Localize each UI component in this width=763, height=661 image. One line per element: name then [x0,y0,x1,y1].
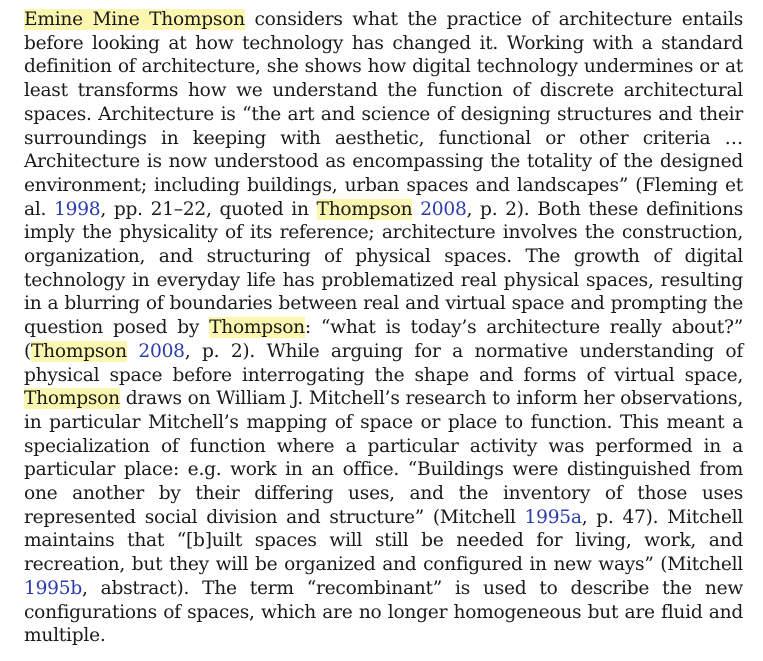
body-paragraph [24,8,743,648]
highlight-author: Thompson [24,388,120,410]
highlight-author: Thompson [209,317,305,339]
text-run [127,341,139,362]
citation-link[interactable]: 1995a [524,506,582,528]
citation-link[interactable]: 2008 [420,198,467,220]
highlight-author: Thompson [316,198,413,220]
text-run: considers what the practice of architecture entails before looking at how technology has changed it. Working with a standard definition of architecture, she shows how digital technology undermines or at least transforms how we understand the function of discrete architectural spaces. Architecture is “the art and science of designing structures and their surroundings in keeping with aesthetic, functional or other criteria … Architecture is now understood as encompassing the totality of the designed environment; including buildings, urban spaces and landscapes” (Fleming et al. [24,9,743,220]
text-run: , p. 2). Both these definitions imply the physicality of its reference; architecture involves the construction, organization, and structuring of physical spaces. The growth of digital technology in everyday life has problematized real physical spaces, resulting in a blurring of boundaries between real and virtual space and prompting the question posed by [24,198,744,339]
text-run: , p. 47). Mitchell maintains that “[b]uilt spaces will still be needed for living, work, and recreation, but they will be organized and configured in new ways” (Mitchell [24,506,744,576]
text-run: , pp. 21–22, quoted in [100,198,317,220]
citation-link[interactable]: 1995b [24,577,82,599]
highlight-author: Emine Mine Thompson [24,9,245,30]
text-run: , abstract). The term “recombinant” is used to describe the new configurations of spaces, which are no longer homogeneous but are fluid and multiple. [24,577,743,647]
citation-link[interactable]: 1998 [54,198,101,220]
text-run: : “what is today’s architecture really about?” ( [24,317,743,362]
highlight-author: Thompson [31,340,127,362]
text-run: , p. 2). While arguing for a normative understanding of physical space before interrogating the shape and forms of virtual space, [24,340,743,386]
text-run: draws on William J. Mitchell’s research to inform her observations, in particular Mitchell’s mapping of space or place to function. This meant a specialization of function where a particular activity was performed in a particular place: e.g. work in an office. “Buildings were distinguished from one another by their differing uses, and the inventory of those uses represented social division and structure” (Mitchell [24,388,743,528]
citation-link[interactable]: 2008 [138,340,185,362]
